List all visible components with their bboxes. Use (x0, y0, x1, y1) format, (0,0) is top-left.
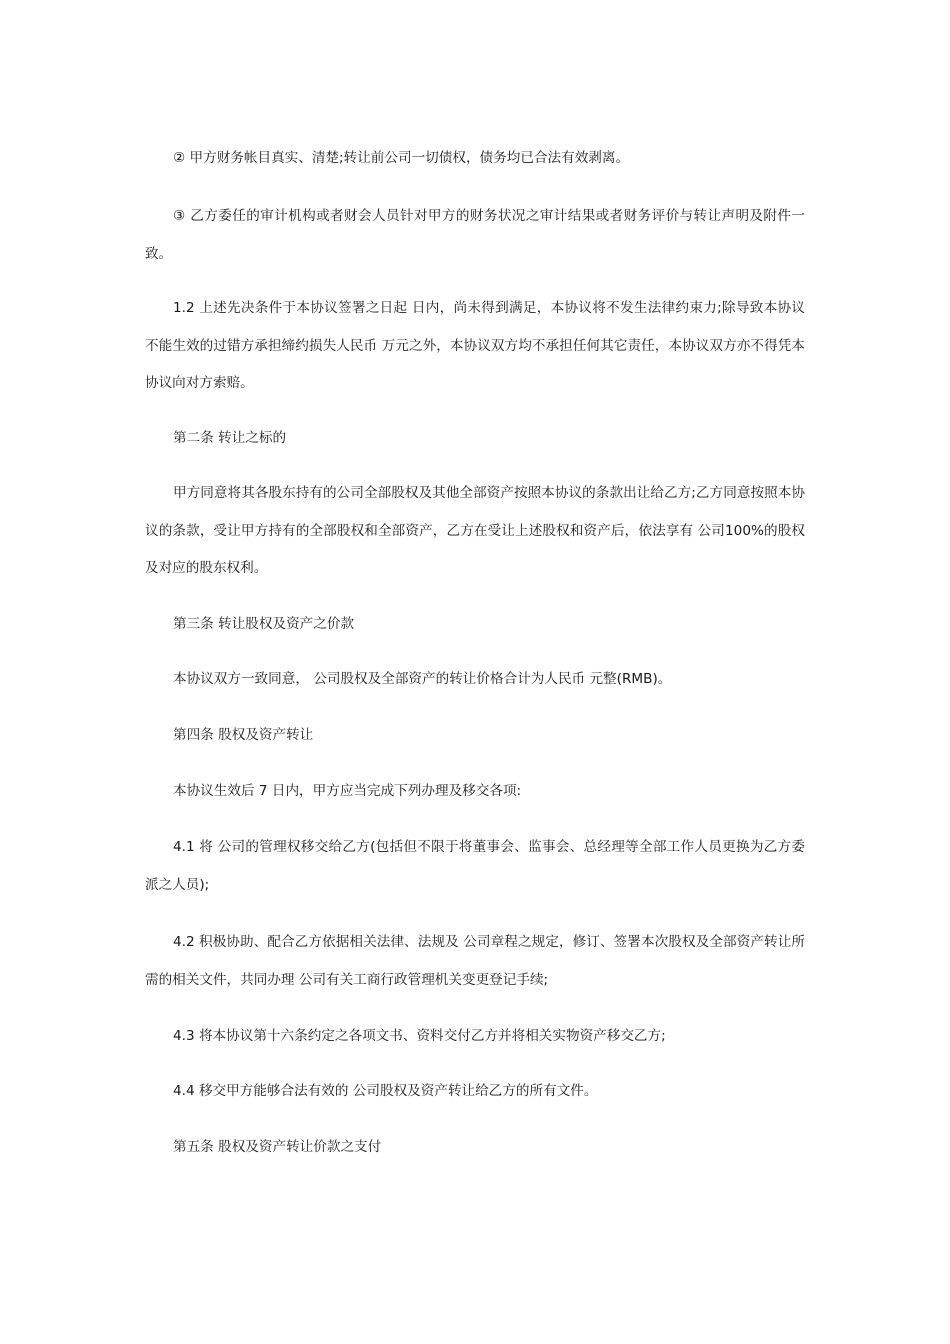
article-3-body: 本协议双方一致同意， 公司股权及全部资产的转让价格合计为人民币 元整(RMB)。 (173, 671, 672, 687)
article-3-heading: 第三条 转让股权及资产之价款 (173, 616, 355, 632)
document-page (145, 0, 805, 1344)
clause-1-2: 1.2 上述先决条件于本协议签署之日起 日内，尚未得到满足，本协议将不发生法律约束力;除导致本协议不能生效的过错方承担缔约损失人民币 万元之外，本协议双方均不承担任何其它责任，本协议双方亦不得凭本协议向对方索赔。 (145, 300, 805, 391)
article-2-heading: 第二条 转让之标的 (173, 430, 287, 446)
article-2-body: 甲方同意将其各股东持有的公司全部股权及其他全部资产按照本协议的条款出让给乙方;乙方同意按照本协议的条款，受让甲方持有的全部股权和全部资产，乙方在受让上述股权和资产后，依法享有 公司100%的股权及对应的股东权利。 (145, 485, 805, 576)
clause-1-1-item-3: ③ 乙方委任的审计机构或者财会人员针对甲方的财务状况之审计结果或者财务评价与转让声明及附件一致。 (145, 208, 805, 262)
article-5-heading: 第五条 股权及资产转让价款之支付 (173, 1139, 382, 1155)
clause-4-2: 4.2 积极协助、配合乙方依据相关法律、法规及 公司章程之规定，修订、签署本次股权及全部资产转让所需的相关文件，共同办理 公司有关工商行政管理机关变更登记手续; (145, 934, 805, 988)
article-4-heading: 第四条 股权及资产转让 (173, 727, 314, 743)
article-4-intro: 本协议生效后 7 日内，甲方应当完成下列办理及移交各项: (173, 783, 522, 799)
clause-4-3: 4.3 将本协议第十六条约定之各项文书、资料交付乙方并将相关实物资产移交乙方; (173, 1028, 666, 1044)
clause-4-4: 4.4 移交甲方能够合法有效的 公司股权及资产转让给乙方的所有文件。 (173, 1083, 598, 1099)
clause-4-1: 4.1 将 公司的管理权移交给乙方(包括但不限于将董事会、监事会、总经理等全部工作人员更换为乙方委派之人员); (145, 839, 805, 893)
clause-1-1-item-2: ② 甲方财务帐目真实、清楚;转让前公司一切债权，债务均已合法有效剥离。 (173, 150, 630, 166)
